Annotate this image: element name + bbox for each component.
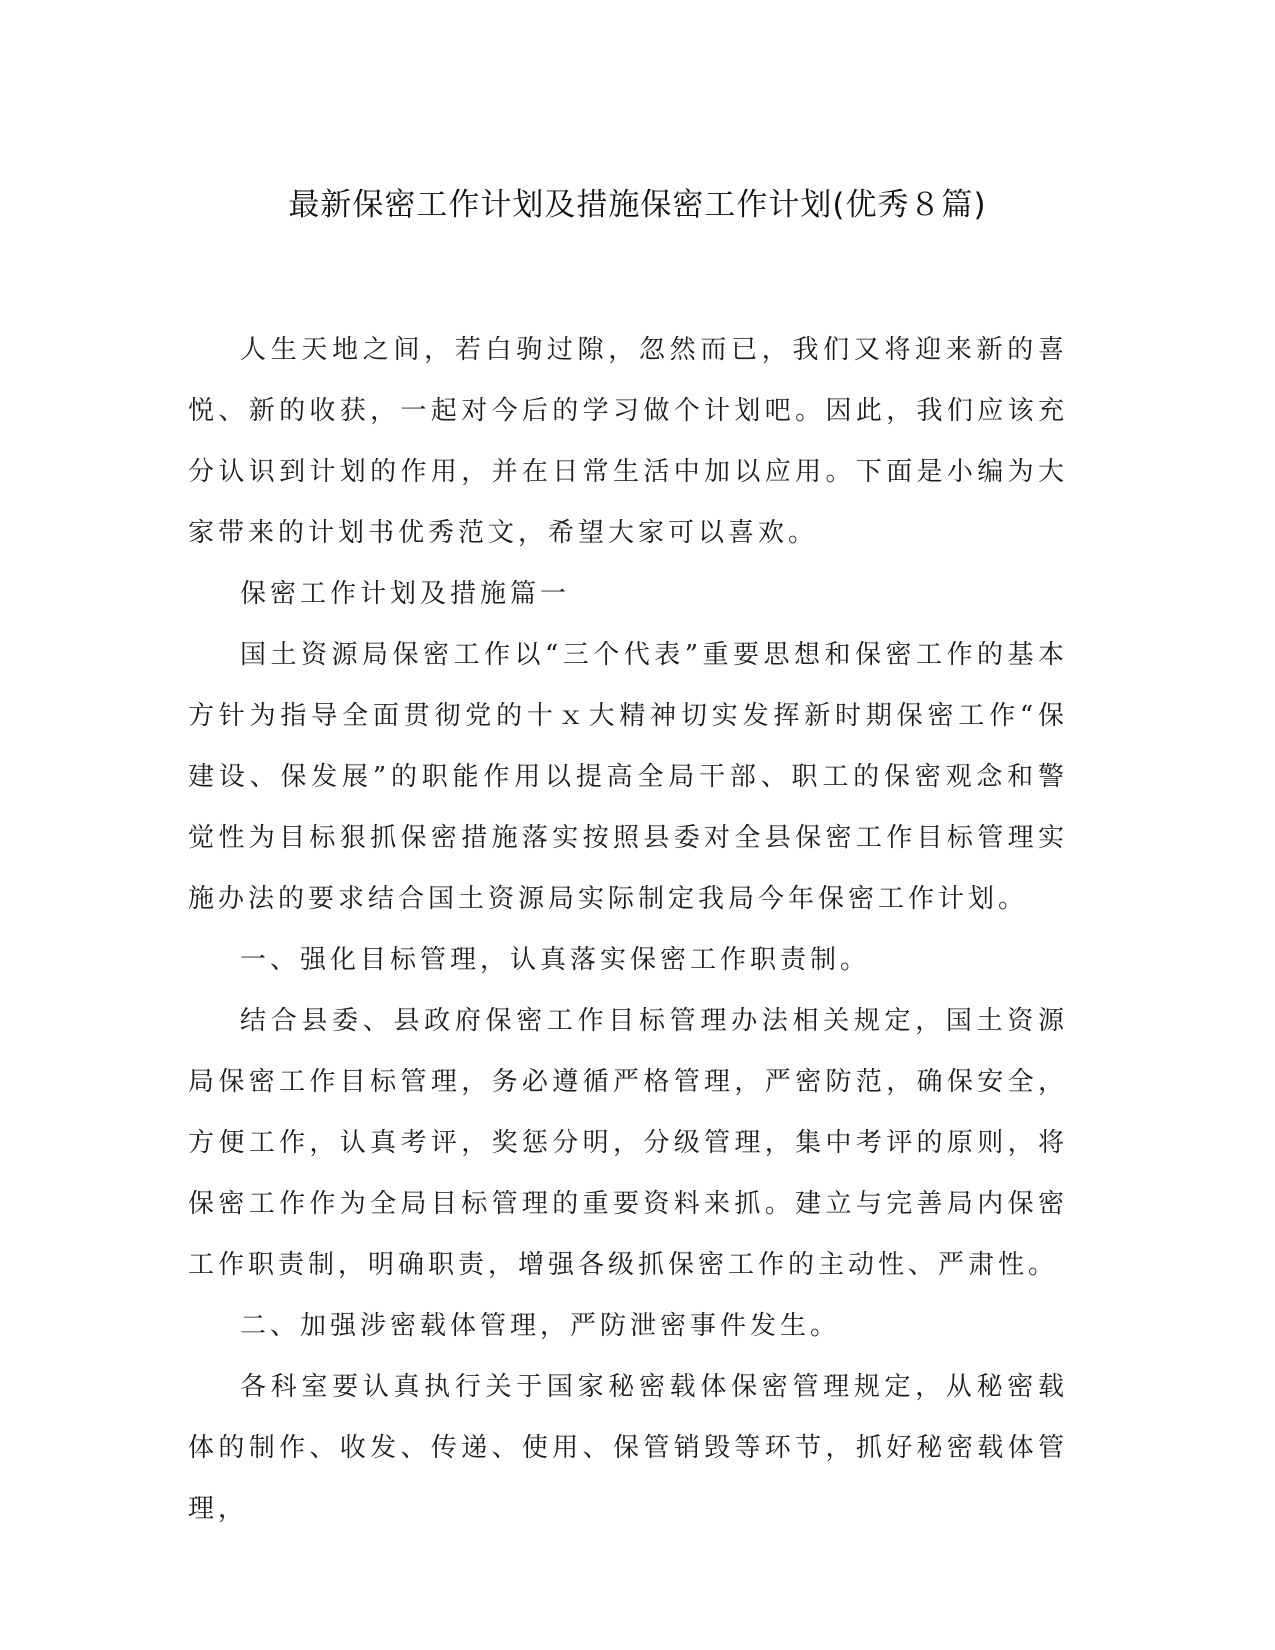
intro-paragraph: 人生天地之间，若白驹过隙，忽然而已，我们又将迎来新的喜悦、新的收获，一起对今后的学习做个计划吧。因此，我们应该充分认识到计划的作用，并在日常生活中加以应用。下面是小编为大家带来的计划书优秀范文，希望大家可以喜欢。: [188, 335, 1068, 548]
subsection-heading-2: 二、加强涉密载体管理，严防泄密事件发生。: [240, 1311, 841, 1341]
body-paragraph: 结合县委、县政府保密工作目标管理办法相关规定，国土资源局保密工作目标管理，务必遵循严格管理，严密防范，确保安全，方便工作，认真考评，奖惩分明，分级管理，集中考评的原则，将保密工作作为全局目标管理的重要资料来抓。建立与完善局内保密工作职责制，明确职责，增强各级抓保密工作的主动性、严肃性。: [188, 1006, 1068, 1280]
document-title: 最新保密工作计划及措施保密工作计划(优秀８篇): [288, 187, 987, 223]
body-paragraph: 国土资源局保密工作以“三个代表”重要思想和保密工作的基本方针为指导全面贯彻党的十ｘ大精神切实发挥新时期保密工作“保建设、保发展”的职能作用以提高全局干部、职工的保密观念和警觉性为目标狠抓保密措施落实按照县委对全县保密工作目标管理实施办法的要求结合国土资源局实际制定我局今年保密工作计划。: [188, 640, 1068, 914]
subsection-heading-1: 一、强化目标管理，认真落实保密工作职责制。: [240, 945, 871, 975]
section-heading-part-one: 保密工作计划及措施篇一: [240, 579, 571, 609]
document-body: [188, 320, 1068, 1540]
body-paragraph: 各科室要认真执行关于国家秘密载体保密管理规定，从秘密载体的制作、收发、传递、使用、保管销毁等环节，抓好秘密载体管理，: [188, 1372, 1068, 1524]
